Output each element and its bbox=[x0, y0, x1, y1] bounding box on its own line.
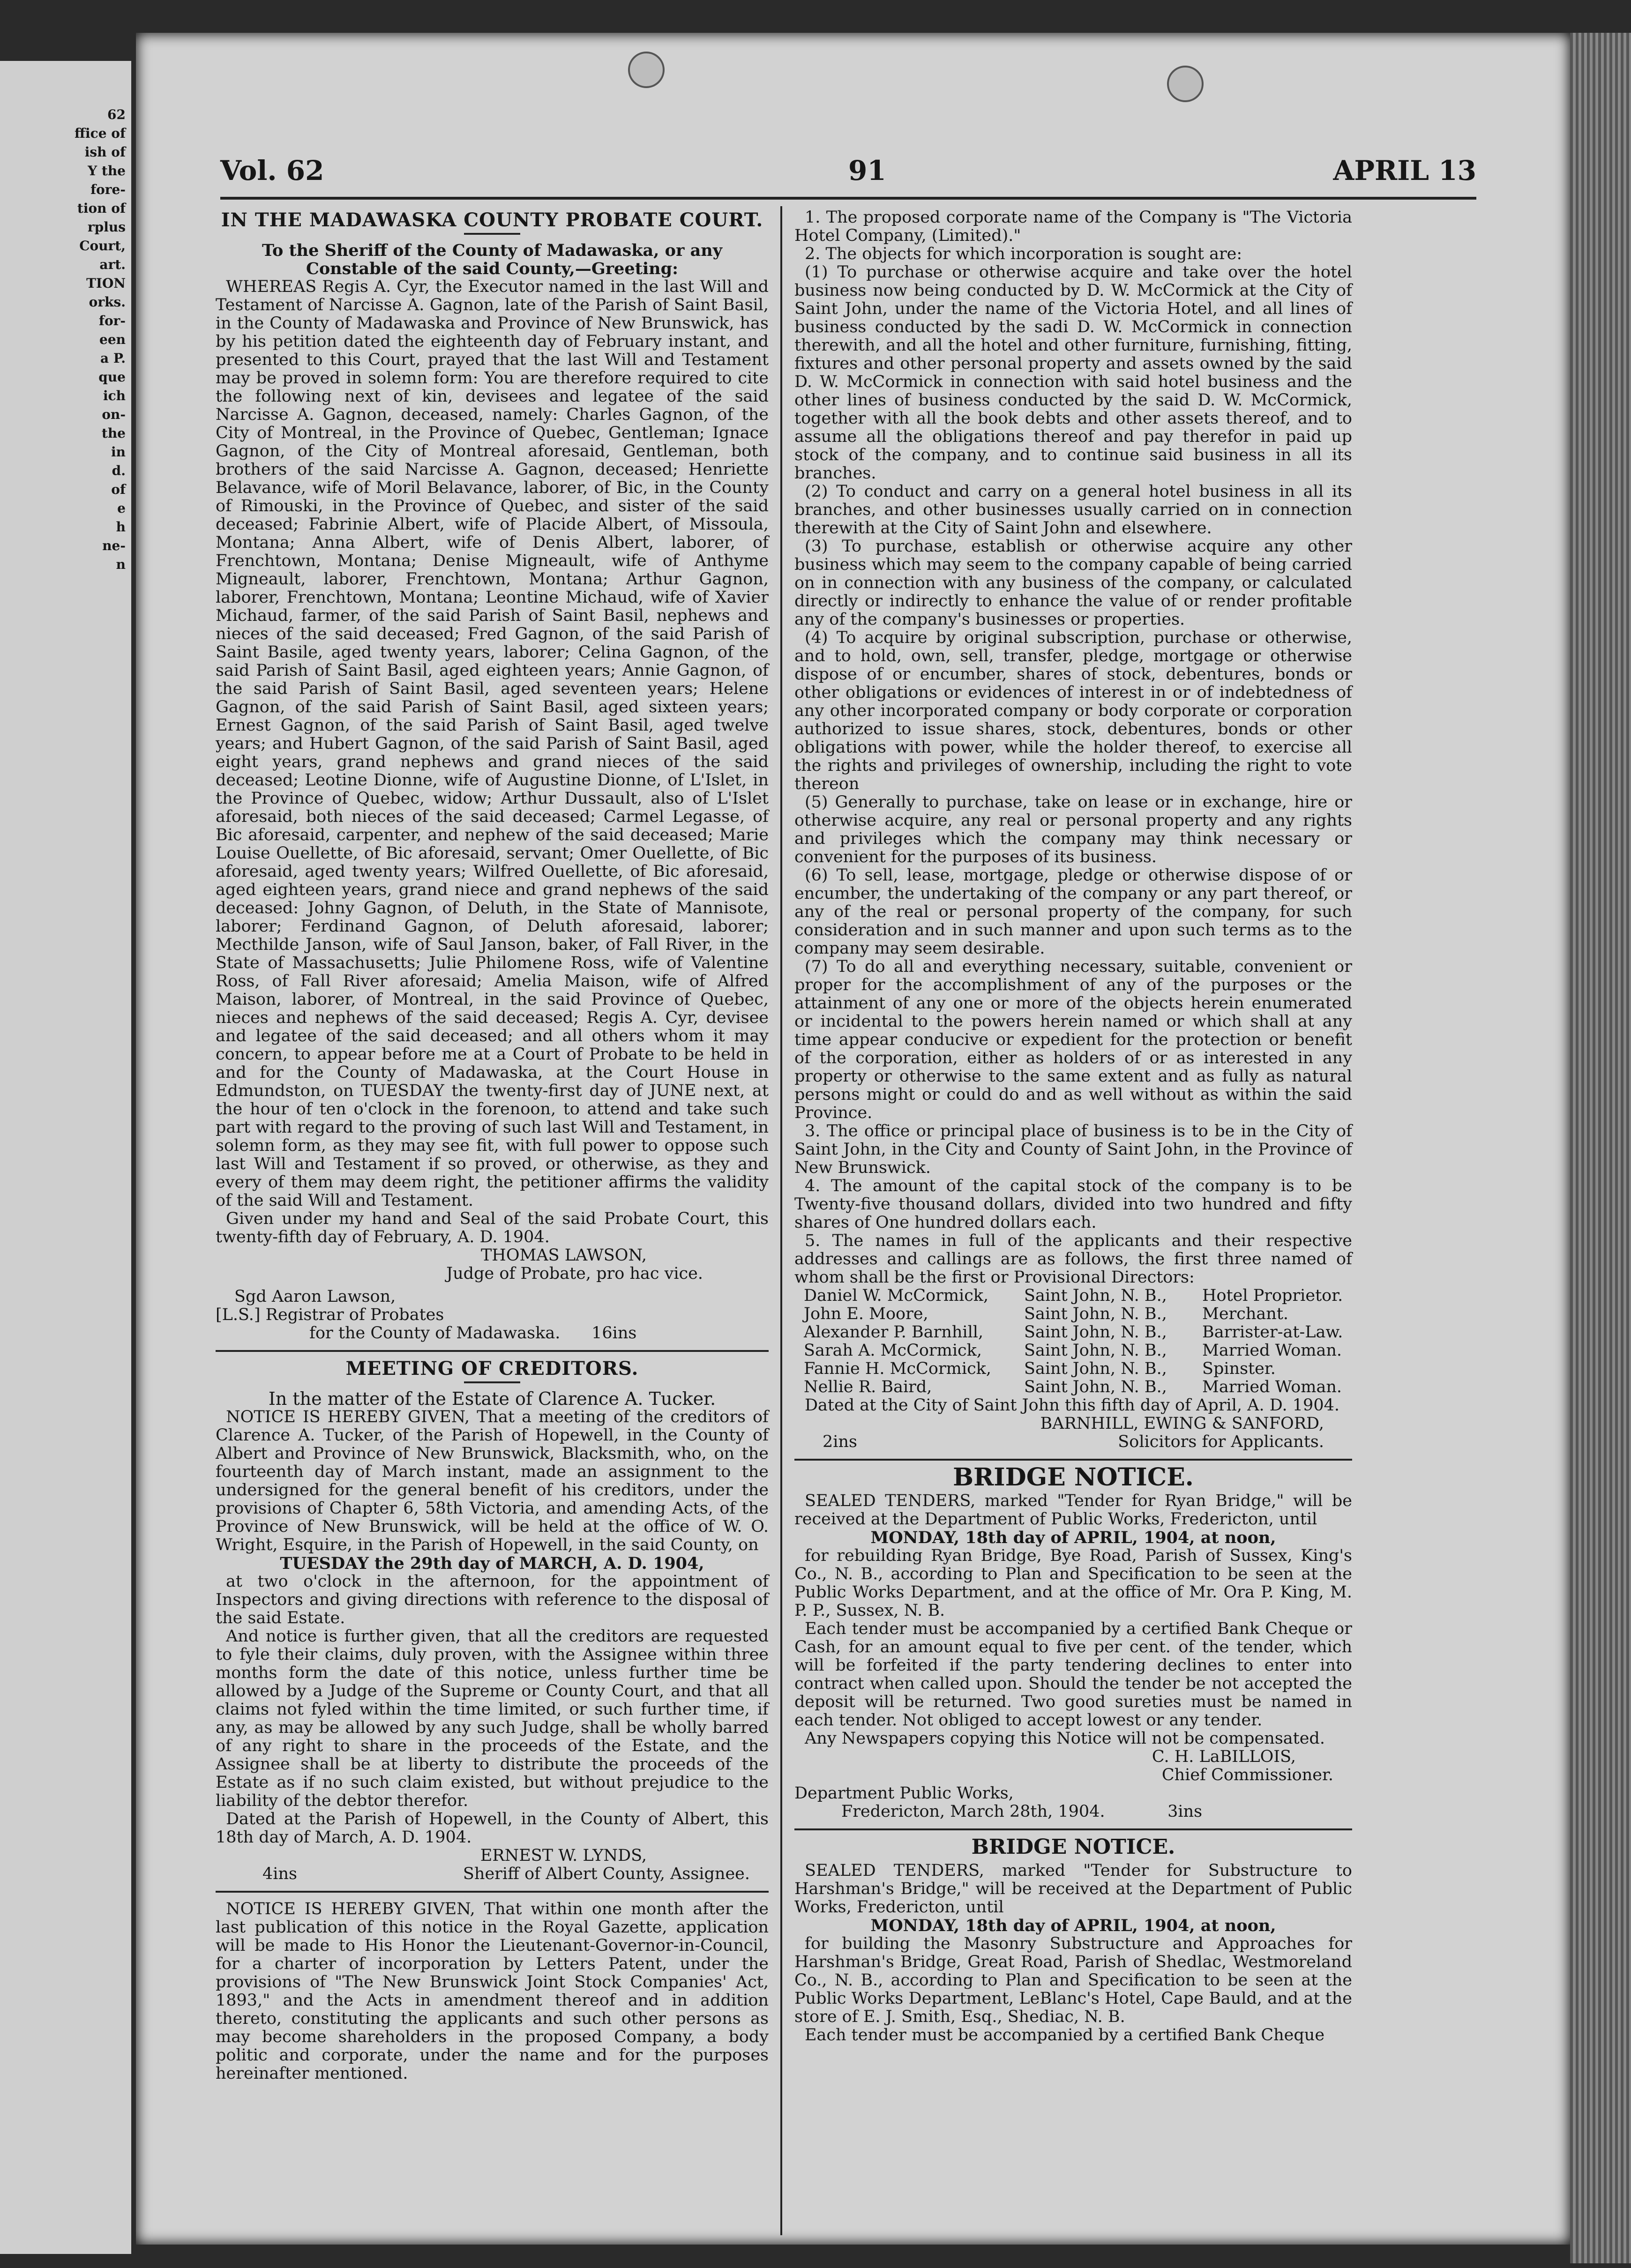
director-name: Fannie H. McCormick, bbox=[804, 1359, 992, 1378]
binding-hole bbox=[628, 52, 665, 88]
object-7: (7) To do all and everything necessary, suitable, convenient or proper for the accomplishment of any of the purposes or the attainment of any one or more of the objects herein enumerated or incidental to the powers herein named or which shall at any time appear conducive or expedient for the protection or benefit of the corporation, either as holders of or as interested in any property or otherwise to the same extent and as fully as natural persons might or could do and as well without as within the said Province. bbox=[794, 957, 1352, 1122]
director-place: Saint John, N. B., bbox=[1024, 1341, 1167, 1360]
director-row bbox=[794, 1378, 1352, 1396]
bridge1-conditions: Each tender must be accompanied by a certified Bank Cheque or Cash, for an amount equal to five per cent. of the tender, which will be forfeited if the party tendering declines to enter into contract when called upon. Should the tender be not accepted the deposit will be returned. Two good sureties must be named in each tender. Not obliged to accept lowest or any tender. bbox=[794, 1619, 1352, 1730]
director-row bbox=[794, 1323, 1352, 1342]
director-calling: Married Woman. bbox=[1202, 1341, 1342, 1360]
creditors-time: at two o'clock in the afternoon, for the appointment of Inspectors and giving directions with reference to the disposal of the said Estate. bbox=[216, 1572, 769, 1627]
company-name-clause: 1. The proposed corporate name of the Company is "The Victoria Hotel Company, (Limited)." bbox=[794, 208, 1352, 245]
director-row bbox=[794, 1305, 1352, 1323]
directors-list bbox=[794, 1287, 1352, 1396]
director-name: Daniel W. McCormick, bbox=[804, 1286, 989, 1305]
bridge1-works: for rebuilding Ryan Bridge, Bye Road, Parish of Sussex, King's Co., N. B., according to Plan and Specification to be seen at the Public Works Department, and at the office of Mr. Ora P. King, M. P. P., Sussex, N. B. bbox=[794, 1546, 1352, 1620]
bridge2-conditions: Each tender must be accompanied by a certified Bank Cheque bbox=[805, 2026, 1325, 2044]
bridge-notice-title: BRIDGE NOTICE. bbox=[953, 1463, 1194, 1492]
prev-page-fragment: ffice of bbox=[75, 126, 126, 141]
left-column bbox=[216, 211, 769, 2083]
prev-page-fragment: e bbox=[117, 500, 126, 516]
probate-body: WHEREAS Regis A. Cyr, the Executor named in the last Will and Testament of Narcisse A. Gagnon, late of the Parish of Saint Basil, in the County of Madawaska and Province of New Brunswick, has by his petition dated the eighteenth day of February instant, and presented to this Court, prayed that the last Will and Testament may be proved in solemn form: You are therefore required to cite the following next of kin, devisees and legatee of the said Narcisse A. Gagnon, deceased, namely: Charles Gagnon, of the City of Montreal, in the Province of Quebec, Gentleman; Ignace Gagnon, of the City of Montreal aforesaid, Gentleman, both brothers of the said Narcisse A. Gagnon, deceased; Henriette Belavance, wife of Moril Belavance, laborer, of Bic, in the County of Rimouski, in the Province of Quebec, and sister of the said deceased; Fabrinie Albert, wife of Placide Albert, of Missoula, Montana; Anna Albert, wife of Denis Albert, laborer, of Frenchtown, Montana; Denise Migneault, wife of Anthyme Migneault, laborer, Frenchtown, Montana; Arthur Gagnon, laborer, Frenchtown, Montana; Leontine Michaud, wife of Xavier Michaud, farmer, of the said Parish of Saint Basil, nephews and nieces of the said deceased; Fred Gagnon, of the said Parish of Saint Basile, aged twenty years, laborer; Celina Gagnon, of the said Parish of Saint Basil, aged eighteen years; Annie Gagnon, of the said Parish of Saint Basil, aged seventeen years; Helene Gagnon, of the said Parish of Saint Basil, aged sixteen years; Ernest Gagnon, of the said Parish of Saint Basil, aged twelve years; and Hubert Gagnon, of the said Parish of Saint Basil, aged eight years, grand nephews and grand nieces of the said deceased; Leotine Dionne, wife of Augustine Dionne, of L'Islet, in the Province of Quebec, widow; Arthur Dussault, also of L'Islet aforesaid, both nieces of the said deceased; Carmel Legasse, of Bic aforesaid, carpenter, and nephew of the said deceased; Marie Louise Ouellette, of Bic aforesaid, servant; Omer Ouellette, of Bic aforesaid, aged twenty years; Wilfred Ouellette, of Bic aforesaid, aged eighteen years, grand niece and grand nephews of the said deceased: Johny Gagnon, of Deluth, in the State of Mannisote, laborer; Ferdinand Gagnon, of Deluth aforesaid, laborer; Mecthilde Janson, wife of Saul Janson, baker, of Fall River, in the State of Massachusetts; Julie Philomene Ross, wife of Valentine Ross, of Fall River aforesaid; Amelia Maison, wife of Alfred Maison, laborer, of Montreal, in the said Province of Quebec, nieces and nephews of the said deceased; Regis A. Cyr, devisee and legatee of the said deceased; and all others whom it may concern, to appear before me at a Court of Probate to be held in and for the County of Madawaska, at the Court House in Edmundston, on TUESDAY the twenty-first day of JUNE next, at the hour of ten o'clock in the forenoon, to attend and take such part with regard to the proving of such last Will and Testament, in solemn form, as they may see fit, with full power to oppose such last Will and Testament if so proved, or otherwise, as they and every of them may deem right, the petitioner affirms the validity of the said Will and Testament. bbox=[216, 277, 769, 1210]
director-place: Saint John, N. B., bbox=[1024, 1378, 1167, 1396]
solicitors-name: BARNHILL, EWING & SANFORD, bbox=[1040, 1414, 1324, 1433]
director-name: John E. Moore, bbox=[804, 1305, 928, 1323]
probate-given: Given under my hand and Seal of the said Probate Court, this twenty-fifth day of February, A. D. 1904. bbox=[216, 1209, 769, 1246]
probate-title: IN THE MADAWASKA COUNTY PROBATE COURT. bbox=[221, 209, 763, 231]
office-clause: 3. The office or principal place of business is to be in the City of Saint John, in the City and County of Saint John, in the Province of New Brunswick. bbox=[794, 1122, 1352, 1177]
prev-page-fragment: rplus bbox=[87, 219, 126, 235]
creditors-meeting-date: TUESDAY the 29th day of MARCH, A. D. 1904, bbox=[280, 1554, 704, 1573]
incorporation-notice: NOTICE IS HEREBY GIVEN, That within one month after the last publication of this notice in the Royal Gazette, application will be made to His Honor the Lieutenant-Governor-in-Council, for a charter of incorporation by Letters Patent, under the provisions of "The New Brunswick Joint Stock Companies' Act, 1893," and the Acts in amendment thereof and in addition thereto, constituting the applicants and such other persons as may become shareholders in the proposed Company, a body politic and corporate, under the name and for the purposes hereinafter mentioned. bbox=[216, 1900, 769, 2083]
creditors-matter: In the matter of the Estate of Clarence A. Tucker. bbox=[268, 1388, 716, 1409]
prev-page-fragment: ish of bbox=[84, 144, 126, 160]
judge-name: THOMAS LAWSON, bbox=[480, 1246, 647, 1265]
issue-date: APRIL 13 bbox=[1333, 155, 1476, 187]
prev-page-fragment: Court, bbox=[79, 238, 126, 254]
bridge2-tenders: SEALED TENDERS, marked "Tender for Substructure to Harshman's Bridge," will be received at the Department of Public Works, Fredericton, until bbox=[794, 1861, 1352, 1917]
prev-page-fragment: art. bbox=[99, 257, 126, 272]
object-3: (3) To purchase, establish or otherwise acquire any other business which may seem to the company capable of being carried on in connection with any business of the company, or calculated directly or indirectly to enhance the value of or render profitable any of the company's businesses or properties. bbox=[794, 537, 1352, 629]
page-header bbox=[220, 155, 1476, 192]
director-name: Nellie R. Baird, bbox=[804, 1378, 932, 1396]
director-row bbox=[794, 1342, 1352, 1360]
commissioner-title: Chief Commissioner. bbox=[1161, 1766, 1333, 1784]
director-calling: Spinster. bbox=[1202, 1359, 1276, 1378]
applicants-clause: 5. The names in full of the applicants and their respective addresses and callings are as follows, the first three named of whom shall be the first or Provisional Directors: bbox=[794, 1231, 1352, 1287]
objects-clause: 2. The objects for which incorporation is sought are: bbox=[805, 245, 1242, 263]
creditors-dated: Dated at the Parish of Hopewell, in the County of Albert, this 18th day of March, A. D. 1904. bbox=[216, 1810, 769, 1847]
registrar-signature: Sgd Aaron Lawson, bbox=[234, 1287, 396, 1306]
page-number: 91 bbox=[848, 155, 886, 187]
director-place: Saint John, N. B., bbox=[1024, 1359, 1167, 1378]
director-place: Saint John, N. B., bbox=[1024, 1286, 1167, 1305]
creditors-insertions: 4ins bbox=[262, 1865, 297, 1883]
bridge2-works: for building the Masonry Substructure and Approaches for Harshman's Bridge, Great Road, Parish of Shedlac, Westmoreland Co., N. B., according to Plan and Specification to be seen at the Public Works Department, LeBlanc's Hotel, Cape Bauld, and at the store of E. J. Smith, Esq., Shediac, N. B. bbox=[794, 1934, 1352, 2026]
company-dated: Dated at the City of Saint John this fifth day of April, A. D. 1904. bbox=[805, 1396, 1339, 1415]
solicitors-title: Solicitors for Applicants. bbox=[1118, 1432, 1324, 1451]
prev-page-fragment: que bbox=[98, 369, 126, 385]
prev-page-fragment: in bbox=[111, 444, 126, 460]
prev-page-fragment: ich bbox=[103, 388, 126, 403]
seal-line: [L.S.] Registrar of Probates bbox=[216, 1306, 444, 1324]
previous-page-edge bbox=[0, 61, 131, 2254]
column-divider bbox=[780, 206, 782, 2235]
prev-page-fragment: Y the bbox=[88, 163, 126, 179]
newspaper-page bbox=[136, 33, 1570, 2245]
object-1: (1) To purchase or otherwise acquire and take over the hotel business now being conducted by D. W. McCormick at the City of Saint John, under the name of the Victoria Hotel, and all lines of business conducted by the sadi D. W. McCormick in connection therewith, and all the hotel and other furniture, furnishing, fitting, fixtures and other personal property and assets owned by the said D. W. McCormick in connection with said hotel business and the other lines of business conducted by the said D. W. McCormick, together with all the book debts and other assets thereof, and to assume all the obligations thereof and pay therefor in paid up stock of the company, and to continue said business in all its branches. bbox=[794, 263, 1352, 483]
director-calling: Merchant. bbox=[1202, 1305, 1289, 1323]
bridge1-date: MONDAY, 18th day of APRIL, 1904, at noon, bbox=[870, 1528, 1276, 1547]
bridge1-insertions: 3ins bbox=[1167, 1802, 1203, 1821]
binding-hole bbox=[1167, 66, 1204, 102]
bridge1-place-date: Fredericton, March 28th, 1904. bbox=[841, 1802, 1105, 1821]
right-column bbox=[794, 209, 1352, 2044]
prev-page-fragment: on- bbox=[102, 407, 126, 422]
object-5: (5) Generally to purchase, take on lease or in exchange, hire or otherwise acquire, any real or personal property and any rights and privileges which the company may think necessary or convenient for the purposes of its business. bbox=[794, 793, 1352, 866]
prev-page-fragment: TION bbox=[86, 276, 126, 291]
director-calling: Hotel Proprietor. bbox=[1202, 1286, 1343, 1305]
prev-page-fragment: a P. bbox=[100, 351, 126, 366]
prev-page-fragment: the bbox=[101, 425, 126, 441]
prev-page-fragment: for- bbox=[98, 313, 126, 328]
director-calling: Married Woman. bbox=[1202, 1378, 1342, 1396]
prev-page-fragment: fore- bbox=[90, 182, 126, 197]
director-row bbox=[794, 1360, 1352, 1378]
bridge-notice-title-2: BRIDGE NOTICE. bbox=[971, 1835, 1175, 1859]
prev-page-fragment: orks. bbox=[89, 294, 126, 310]
department-line: Department Public Works, bbox=[794, 1784, 1014, 1803]
prev-page-fragment: of bbox=[111, 482, 126, 497]
company-insertions: 2ins bbox=[823, 1432, 857, 1451]
creditors-title: MEETING OF CREDITORS. bbox=[345, 1358, 639, 1380]
assignee-name: ERNEST W. LYNDS, bbox=[480, 1846, 647, 1865]
volume-label: Vol. 62 bbox=[220, 155, 324, 187]
bridge1-tenders: SEALED TENDERS, marked "Tender for Ryan Bridge," will be received at the Department of Public Works, Fredericton, until bbox=[794, 1492, 1352, 1529]
probate-insertions: 16ins bbox=[591, 1324, 637, 1343]
judge-title: Judge of Probate, pro hac vice. bbox=[446, 1264, 703, 1283]
object-4: (4) To acquire by original subscription, purchase or otherwise, and to hold, own, sell, transfer, pledge, mortgage or otherwise dispose of or encumber, shares of stock, debentures, bonds or other obligations or evidences of interest in or of indebtedness of any other incorporated company or body corporate or corporation authorized to issue shares, stock, debentures, bonds or other obligations with power, while the holder thereof, to exercise all the rights and privileges of ownership, including the right to vote thereon bbox=[794, 628, 1352, 793]
registrar-county: for the County of Madawaska. bbox=[309, 1324, 561, 1343]
header-rule bbox=[220, 197, 1476, 200]
assignee-title: Sheriff of Albert County, Assignee. bbox=[463, 1865, 750, 1883]
prev-page-fragment: tion of bbox=[77, 201, 126, 216]
prev-page-fragment: d. bbox=[112, 463, 126, 478]
bridge1-newspapers: Any Newspapers copying this Notice will not be compensated. bbox=[805, 1729, 1325, 1748]
capital-clause: 4. The amount of the capital stock of the company is to be Twenty-five thousand dollars, divided into two hundred and fifty shares of One hundred dollars each. bbox=[794, 1177, 1352, 1232]
director-calling: Barrister-at-Law. bbox=[1202, 1323, 1343, 1342]
prev-page-fragment: n bbox=[116, 557, 126, 572]
creditors-claims: And notice is further given, that all the creditors are requested to fyle their claims, duly proven, with the Assignee within three months form the date of this notice, unless further time be allowed by a Judge of the Supreme or County Court, and that all claims not fyled within the time limited, or such further time, if any, as may be allowed by any such Judge, shall be wholly barred of any right to share in the proceeds of the Estate, and the Assignee shall be at liberty to distribute the proceeds of the Estate as if no such claim existed, but without prejudice to the liability of the debtor therefor. bbox=[216, 1627, 769, 1810]
page-stack-edge bbox=[1570, 33, 1631, 2263]
director-name: Alexander P. Barnhill, bbox=[804, 1323, 984, 1342]
director-place: Saint John, N. B., bbox=[1024, 1323, 1167, 1342]
director-name: Sarah A. McCormick, bbox=[804, 1341, 982, 1360]
director-row bbox=[794, 1287, 1352, 1305]
object-6: (6) To sell, lease, mortgage, pledge or otherwise dispose of or encumber, the undertaking of the company or any part thereof, or any of the real or personal property of the company, for such consideration and in such manner and upon such terms as to the company may seem desirable. bbox=[794, 866, 1352, 958]
bridge2-date: MONDAY, 18th day of APRIL, 1904, at noon, bbox=[870, 1916, 1276, 1935]
prev-page-fragment: h bbox=[116, 519, 126, 535]
creditors-notice: NOTICE IS HEREBY GIVEN, That a meeting of the creditors of Clarence A. Tucker, of the Parish of Hopewell, in the County of Albert and Province of New Brunswick, Blacksmith, who, on the fourteenth day of March instant, made an assignment to the undersigned for the general benefit of his creditors, under the provisions of Chapter 6, 58th Victoria, and amending Acts, of the Province of New Brunswick, will be held at the office of W. O. Wright, Esquire, in the Parish of Hopewell, in the said County, on bbox=[216, 1408, 769, 1554]
prev-page-fragment: ne- bbox=[102, 538, 126, 553]
director-place: Saint John, N. B., bbox=[1024, 1305, 1167, 1323]
probate-address: To the Sheriff of the County of Madawaska, or any Constable of the said County,—Greeting: bbox=[262, 241, 723, 278]
object-2: (2) To conduct and carry on a general hotel business in all its branches, and other businesses usually carried on in connection therewith at the City of Saint John and elsewhere. bbox=[794, 482, 1352, 537]
commissioner-name: C. H. LaBILLOIS, bbox=[1152, 1747, 1296, 1766]
prev-page-fragment: een bbox=[99, 332, 126, 347]
prev-page-fragment: 62 bbox=[107, 107, 126, 122]
